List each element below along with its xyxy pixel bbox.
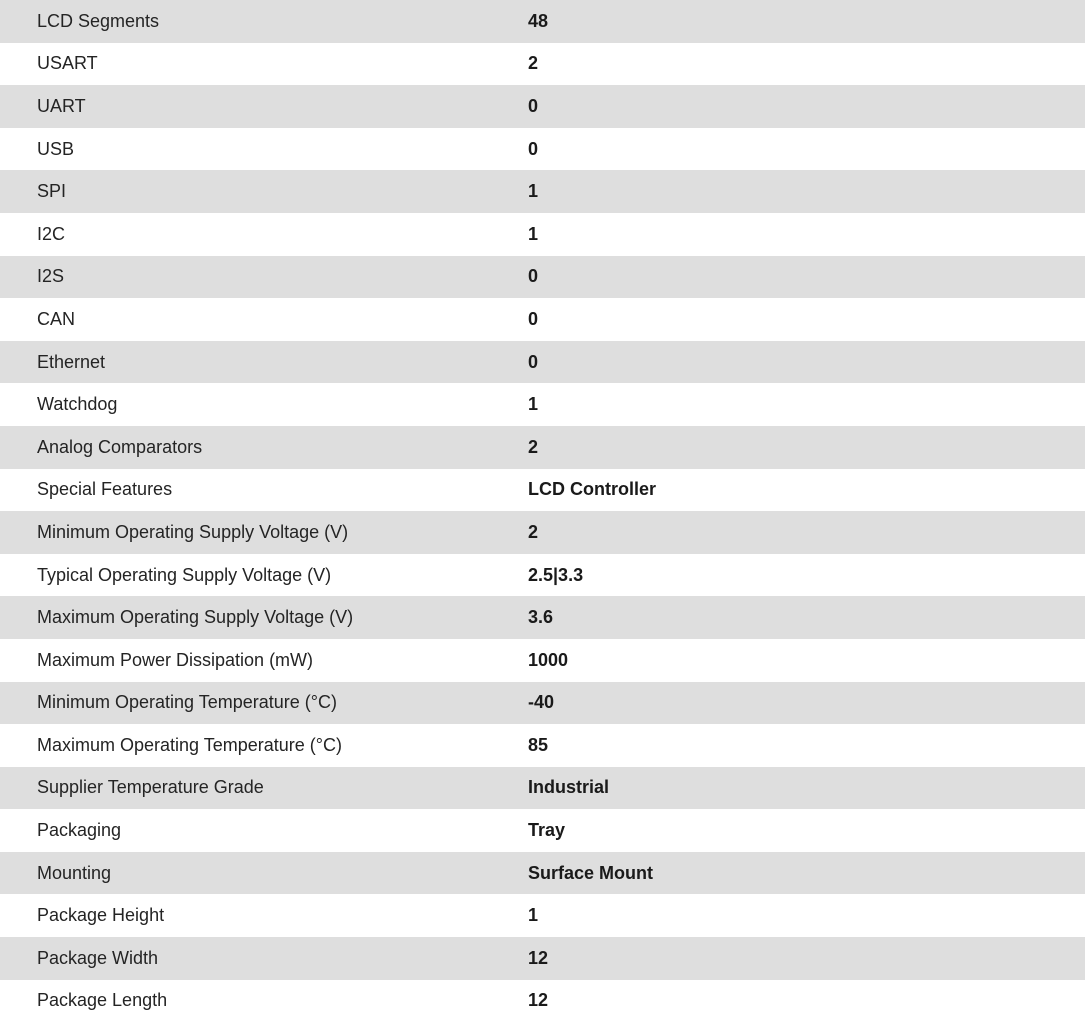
spec-label: Typical Operating Supply Voltage (V) xyxy=(0,554,528,597)
spec-label: Minimum Operating Temperature (°C) xyxy=(0,682,528,725)
spec-value: 2 xyxy=(528,43,1085,86)
spec-value: -40 xyxy=(528,682,1085,725)
spec-row xyxy=(0,256,1085,299)
spec-row xyxy=(0,170,1085,213)
spec-label: I2S xyxy=(0,256,528,299)
spec-label: CAN xyxy=(0,298,528,341)
spec-label: Maximum Operating Temperature (°C) xyxy=(0,724,528,767)
spec-row xyxy=(0,894,1085,937)
spec-value: 0 xyxy=(528,298,1085,341)
spec-label: SPI xyxy=(0,170,528,213)
spec-value: 1000 xyxy=(528,639,1085,682)
spec-row xyxy=(0,724,1085,767)
spec-value: 0 xyxy=(528,341,1085,384)
spec-label: Mounting xyxy=(0,852,528,895)
spec-label: I2C xyxy=(0,213,528,256)
spec-row xyxy=(0,937,1085,980)
spec-row xyxy=(0,596,1085,639)
spec-value: 48 xyxy=(528,0,1085,43)
spec-value: LCD Controller xyxy=(528,469,1085,512)
spec-label: Supplier Temperature Grade xyxy=(0,767,528,810)
spec-row xyxy=(0,980,1085,1022)
spec-label: UART xyxy=(0,85,528,128)
spec-label: Analog Comparators xyxy=(0,426,528,469)
spec-value: 12 xyxy=(528,937,1085,980)
spec-label: LCD Segments xyxy=(0,0,528,43)
spec-label: Package Height xyxy=(0,894,528,937)
spec-value: 1 xyxy=(528,383,1085,426)
spec-label: Special Features xyxy=(0,469,528,512)
spec-row xyxy=(0,341,1085,384)
spec-row xyxy=(0,852,1085,895)
spec-label: Minimum Operating Supply Voltage (V) xyxy=(0,511,528,554)
spec-row xyxy=(0,511,1085,554)
spec-value: 2.5|3.3 xyxy=(528,554,1085,597)
spec-row xyxy=(0,767,1085,810)
spec-value: 12 xyxy=(528,980,1085,1022)
spec-row xyxy=(0,469,1085,512)
spec-row xyxy=(0,426,1085,469)
spec-row xyxy=(0,554,1085,597)
spec-row xyxy=(0,43,1085,86)
spec-row xyxy=(0,213,1085,256)
spec-value: 2 xyxy=(528,426,1085,469)
spec-label: Watchdog xyxy=(0,383,528,426)
spec-label: USART xyxy=(0,43,528,86)
spec-row xyxy=(0,85,1085,128)
spec-row xyxy=(0,383,1085,426)
spec-row xyxy=(0,639,1085,682)
spec-label: Package Width xyxy=(0,937,528,980)
spec-value: Industrial xyxy=(528,767,1085,810)
spec-label: Maximum Power Dissipation (mW) xyxy=(0,639,528,682)
spec-label: Packaging xyxy=(0,809,528,852)
spec-value: 2 xyxy=(528,511,1085,554)
spec-value: 85 xyxy=(528,724,1085,767)
spec-value: Tray xyxy=(528,809,1085,852)
spec-label: Ethernet xyxy=(0,341,528,384)
spec-value: 0 xyxy=(528,128,1085,171)
spec-label: USB xyxy=(0,128,528,171)
spec-value: 1 xyxy=(528,170,1085,213)
spec-row xyxy=(0,0,1085,43)
spec-value: 3.6 xyxy=(528,596,1085,639)
spec-value: 1 xyxy=(528,213,1085,256)
spec-row xyxy=(0,682,1085,725)
spec-row xyxy=(0,298,1085,341)
spec-value: 1 xyxy=(528,894,1085,937)
spec-label: Maximum Operating Supply Voltage (V) xyxy=(0,596,528,639)
spec-label: Package Length xyxy=(0,980,528,1022)
spec-value: Surface Mount xyxy=(528,852,1085,895)
spec-row xyxy=(0,809,1085,852)
spec-row xyxy=(0,128,1085,171)
spec-value: 0 xyxy=(528,85,1085,128)
spec-value: 0 xyxy=(528,256,1085,299)
